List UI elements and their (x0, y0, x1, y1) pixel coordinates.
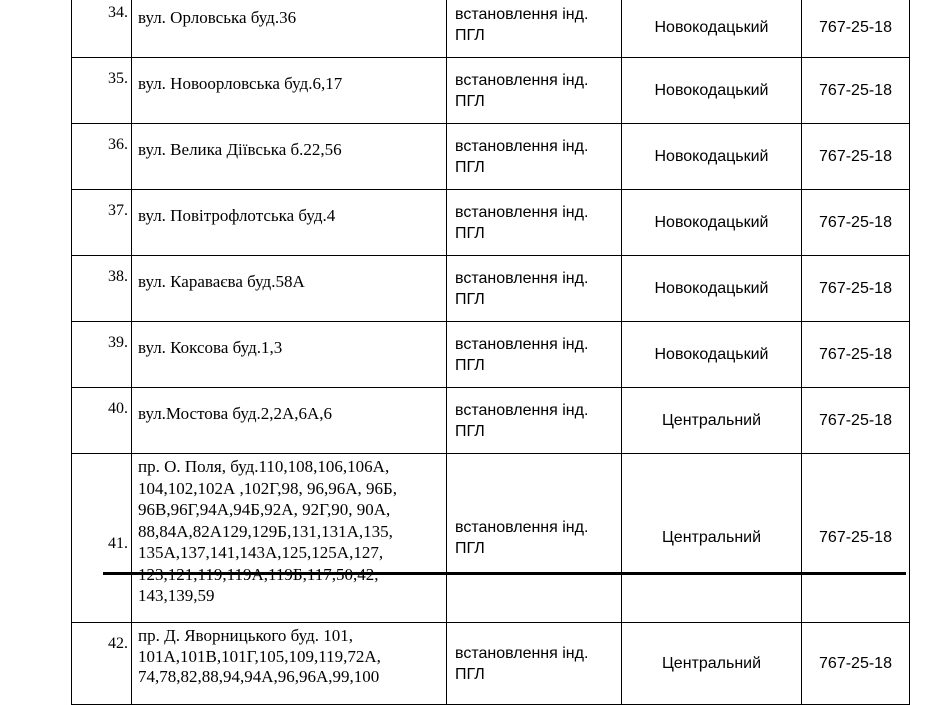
work-type-cell: встановлення інд. ПГЛ (447, 0, 622, 58)
table-row (72, 58, 910, 124)
work-type-cell: встановлення інд. ПГЛ (447, 454, 622, 623)
district-cell: Новокодацький (622, 256, 802, 322)
work-type-cell: встановлення інд. ПГЛ (447, 190, 622, 256)
district-cell: Новокодацький (622, 124, 802, 190)
phone-cell: 767-25-18 (802, 623, 910, 705)
address-cell: вул.Мостова буд.2,2А,6А,6 (132, 388, 447, 454)
district-cell: Новокодацький (622, 322, 802, 388)
phone-cell: 767-25-18 (802, 454, 910, 623)
work-type-cell: встановлення інд. ПГЛ (447, 388, 622, 454)
phone-cell: 767-25-18 (802, 256, 910, 322)
phone-cell: 767-25-18 (802, 322, 910, 388)
row-number: 40. (72, 388, 132, 454)
address-cell: вул. Коксова буд.1,3 (132, 322, 447, 388)
address-cell: вул. Орловська буд.36 (132, 0, 447, 58)
phone-cell: 767-25-18 (802, 190, 910, 256)
table-row (72, 256, 910, 322)
address-cell: пр. О. Поля, буд.110,108,106,106А, 104,102,102А ,102Г,98, 96,96А, 96Б, 96В,96Г,94А,94Б,92А, 92Г,90, 90А, 88,84А,82А129,129Б,131,131А,135, 135А,137,141,143А,125,125А,127, 143,139,59 (132, 454, 447, 623)
page-bottom-rule (103, 572, 906, 575)
work-type-cell: встановлення інд. ПГЛ (447, 58, 622, 124)
address-cell: вул. Новоорловська буд.6,17 (132, 58, 447, 124)
district-cell: Новокодацький (622, 0, 802, 58)
row-number: 37. (72, 190, 132, 256)
row-number: 38. (72, 256, 132, 322)
table-row (72, 0, 910, 58)
table-row (72, 454, 910, 623)
row-number: 39. (72, 322, 132, 388)
address-cell: пр. Д. Яворницького буд. 101, 101А,101В,101Г,105,109,119,72А, 74,78,82,88,94,94А,96,96А,99,100 (132, 623, 447, 705)
address-cell: вул. Велика Діївська б.22,56 (132, 124, 447, 190)
address-cell: вул. Повітрофлотська буд.4 (132, 190, 447, 256)
district-cell: Центральний (622, 454, 802, 623)
work-type-cell: встановлення інд. ПГЛ (447, 623, 622, 705)
table-row (72, 623, 910, 705)
table-row (72, 322, 910, 388)
works-table (71, 0, 910, 705)
work-type-cell: встановлення інд. ПГЛ (447, 256, 622, 322)
table-row (72, 124, 910, 190)
phone-cell: 767-25-18 (802, 124, 910, 190)
district-cell: Центральний (622, 623, 802, 705)
district-cell: Новокодацький (622, 190, 802, 256)
table-row (72, 190, 910, 256)
row-number: 36. (72, 124, 132, 190)
row-number: 35. (72, 58, 132, 124)
work-type-cell: встановлення інд. ПГЛ (447, 322, 622, 388)
phone-cell: 767-25-18 (802, 0, 910, 58)
district-cell: Центральний (622, 388, 802, 454)
row-number: 34. (72, 0, 132, 58)
row-number: 42. (72, 623, 132, 705)
phone-cell: 767-25-18 (802, 388, 910, 454)
address-cell: вул. Караваєва буд.58А (132, 256, 447, 322)
district-cell: Новокодацький (622, 58, 802, 124)
table-row (72, 388, 910, 454)
work-type-cell: встановлення інд. ПГЛ (447, 124, 622, 190)
phone-cell: 767-25-18 (802, 58, 910, 124)
row-number: 41. (72, 454, 132, 623)
